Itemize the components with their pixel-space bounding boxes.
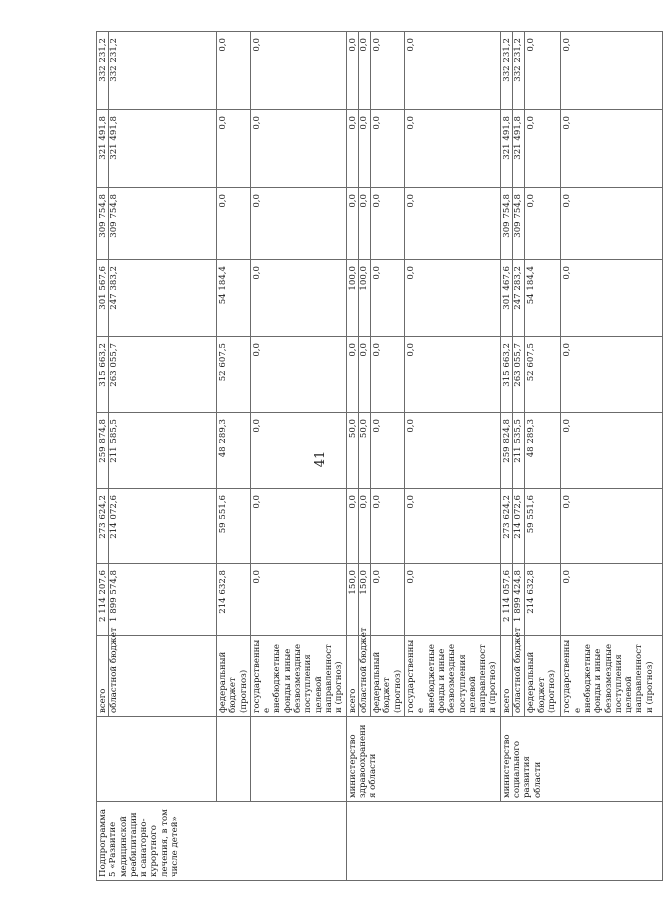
source-cell <box>500 627 525 717</box>
value-cell: 0,0 <box>250 489 346 564</box>
value-cell: 59 551,6 <box>217 489 251 564</box>
value-cell: 0,0 0,0 <box>346 188 371 260</box>
value-cell: 0,0 <box>217 188 251 260</box>
value-cell: 2 114 207,6 1 899 574,8 <box>97 564 217 636</box>
value-cell: 0,0 <box>405 337 501 413</box>
value-cell: 332 231,2 332 231,2 <box>500 32 525 110</box>
value-cell: 0,0 <box>405 489 501 564</box>
source-label: государственные внебюджетные фонды и иные безвозмездные поступления целевой направленности (прогноз) <box>405 636 501 717</box>
value-cell: 0,0 <box>405 413 501 489</box>
value-cell: 332 231,2 332 231,2 <box>97 32 217 110</box>
value-cell: 0,0 <box>561 188 663 260</box>
value-cell: 0,0 <box>250 110 346 188</box>
value-cell: 309 754,8 309 754,8 <box>500 188 525 260</box>
value-cell: 0,0 <box>405 110 501 188</box>
source-label: всего <box>501 688 512 713</box>
source-label: областной бюджет <box>358 633 369 716</box>
value-cell: 48 289,3 <box>525 413 561 489</box>
value-cell: 0,0 <box>405 564 501 636</box>
value-cell: 315 663,2 263 055,7 <box>97 337 217 413</box>
subprogram-name-cell: Подпрограмма 5 «Развитие медицинской реабилитации и санаторно-курортного лечения, в том числе детей» <box>97 802 347 881</box>
value-cell: 0,0 <box>561 489 663 564</box>
value-cell: 273 624,2 214 072,6 <box>500 489 525 564</box>
value-cell: 309 754,8 309 754,8 <box>97 188 217 260</box>
executor-cell <box>250 717 346 802</box>
value-cell: 0,0 <box>371 489 405 564</box>
value-cell: 54 184,4 <box>217 260 251 337</box>
value-cell: 0,0 <box>561 337 663 413</box>
source-label: областной бюджет <box>512 633 523 716</box>
value-cell: 0,0 <box>405 32 501 110</box>
value-cell: 52 607,5 <box>217 337 251 413</box>
value-cell: 0,0 0,0 <box>346 489 371 564</box>
source-label: областной бюджет <box>108 633 119 716</box>
value-cell: 0,0 <box>371 110 405 188</box>
source-label: государственные внебюджетные фонды и иные безвозмездные поступления целевой направленности (прогноз) <box>250 636 346 717</box>
value-cell: 0,0 <box>561 110 663 188</box>
value-cell: 321 491,8 321 491,8 <box>500 110 525 188</box>
value-cell: 0,0 <box>250 32 346 110</box>
value-cell: 0,0 <box>250 188 346 260</box>
value-cell: 48 289,3 <box>217 413 251 489</box>
value-cell: 0,0 <box>371 188 405 260</box>
value-cell: 0,0 <box>525 188 561 260</box>
executor-cell: министерство здравоохранения области <box>346 717 500 802</box>
source-label: государственные внебюджетные фонды и иные безвозмездные поступления целевой направленности (прогноз) <box>561 636 663 717</box>
value-cell: 301 567,6 247 383,2 <box>97 260 217 337</box>
value-cell: 0,0 <box>561 564 663 636</box>
value-cell: 214 632,8 <box>525 564 561 636</box>
value-cell: 0,0 <box>525 32 561 110</box>
source-label: федеральный бюджет (прогноз) <box>217 636 251 717</box>
value-cell: 0,0 <box>371 413 405 489</box>
value-cell: 0,0 <box>371 260 405 337</box>
source-label: всего <box>98 688 108 713</box>
value-cell: 0,0 <box>371 337 405 413</box>
value-cell: 0,0 <box>405 188 501 260</box>
value-cell: 0,0 <box>250 413 346 489</box>
value-cell: 0,0 <box>250 564 346 636</box>
value-cell: 2 114 057,6 1 899 424,8 <box>500 564 525 636</box>
value-cell: 315 663,2 263 055,7 <box>500 337 525 413</box>
value-cell: 52 607,5 <box>525 337 561 413</box>
value-cell: 0,0 <box>561 32 663 110</box>
value-cell: 0,0 <box>561 260 663 337</box>
value-cell: 259 824,8 211 535,5 <box>500 413 525 489</box>
subprogram-name-cell-continued <box>346 802 663 881</box>
value-cell: 59 551,6 <box>525 489 561 564</box>
value-cell: 0,0 <box>561 413 663 489</box>
value-cell: 0,0 <box>371 32 405 110</box>
value-cell: 0,0 0,0 <box>346 32 371 110</box>
value-cell: 0,0 0,0 <box>346 337 371 413</box>
value-cell: 0,0 <box>525 110 561 188</box>
budget-table-frame <box>96 32 655 881</box>
value-cell: 0,0 <box>371 564 405 636</box>
value-cell: 259 874,8 211 585,5 <box>97 413 217 489</box>
executor-cell: министерство социального развития области <box>500 717 663 802</box>
budget-table <box>96 31 663 881</box>
executor-cell <box>217 717 251 802</box>
page-number: 41 <box>313 450 328 468</box>
value-cell: 321 491,8 321 491,8 <box>97 110 217 188</box>
rotated-table-container <box>96 32 655 881</box>
value-cell: 273 624,2 214 072,6 <box>97 489 217 564</box>
source-cell <box>97 627 217 717</box>
value-cell: 0,0 <box>405 260 501 337</box>
source-cell <box>346 627 371 717</box>
executor-cell <box>97 717 217 802</box>
value-cell: 0,0 <box>217 32 251 110</box>
value-cell: 301 467,6 247 283,2 <box>500 260 525 337</box>
value-cell: 0,0 <box>250 337 346 413</box>
value-cell: 0,0 0,0 <box>346 110 371 188</box>
value-cell: 0,0 <box>250 260 346 337</box>
value-cell: 214 632,8 <box>217 564 251 636</box>
value-cell: 0,0 <box>217 110 251 188</box>
source-label: всего <box>347 688 358 713</box>
value-cell: 100,0 100,0 <box>346 260 371 337</box>
value-cell: 150,0 150,0 <box>346 564 371 636</box>
source-label: федеральный бюджет (прогноз) <box>525 636 561 717</box>
value-cell: 54 184,4 <box>525 260 561 337</box>
source-label: федеральный бюджет (прогноз) <box>371 636 405 717</box>
value-cell: 50,0 50,0 <box>346 413 371 489</box>
